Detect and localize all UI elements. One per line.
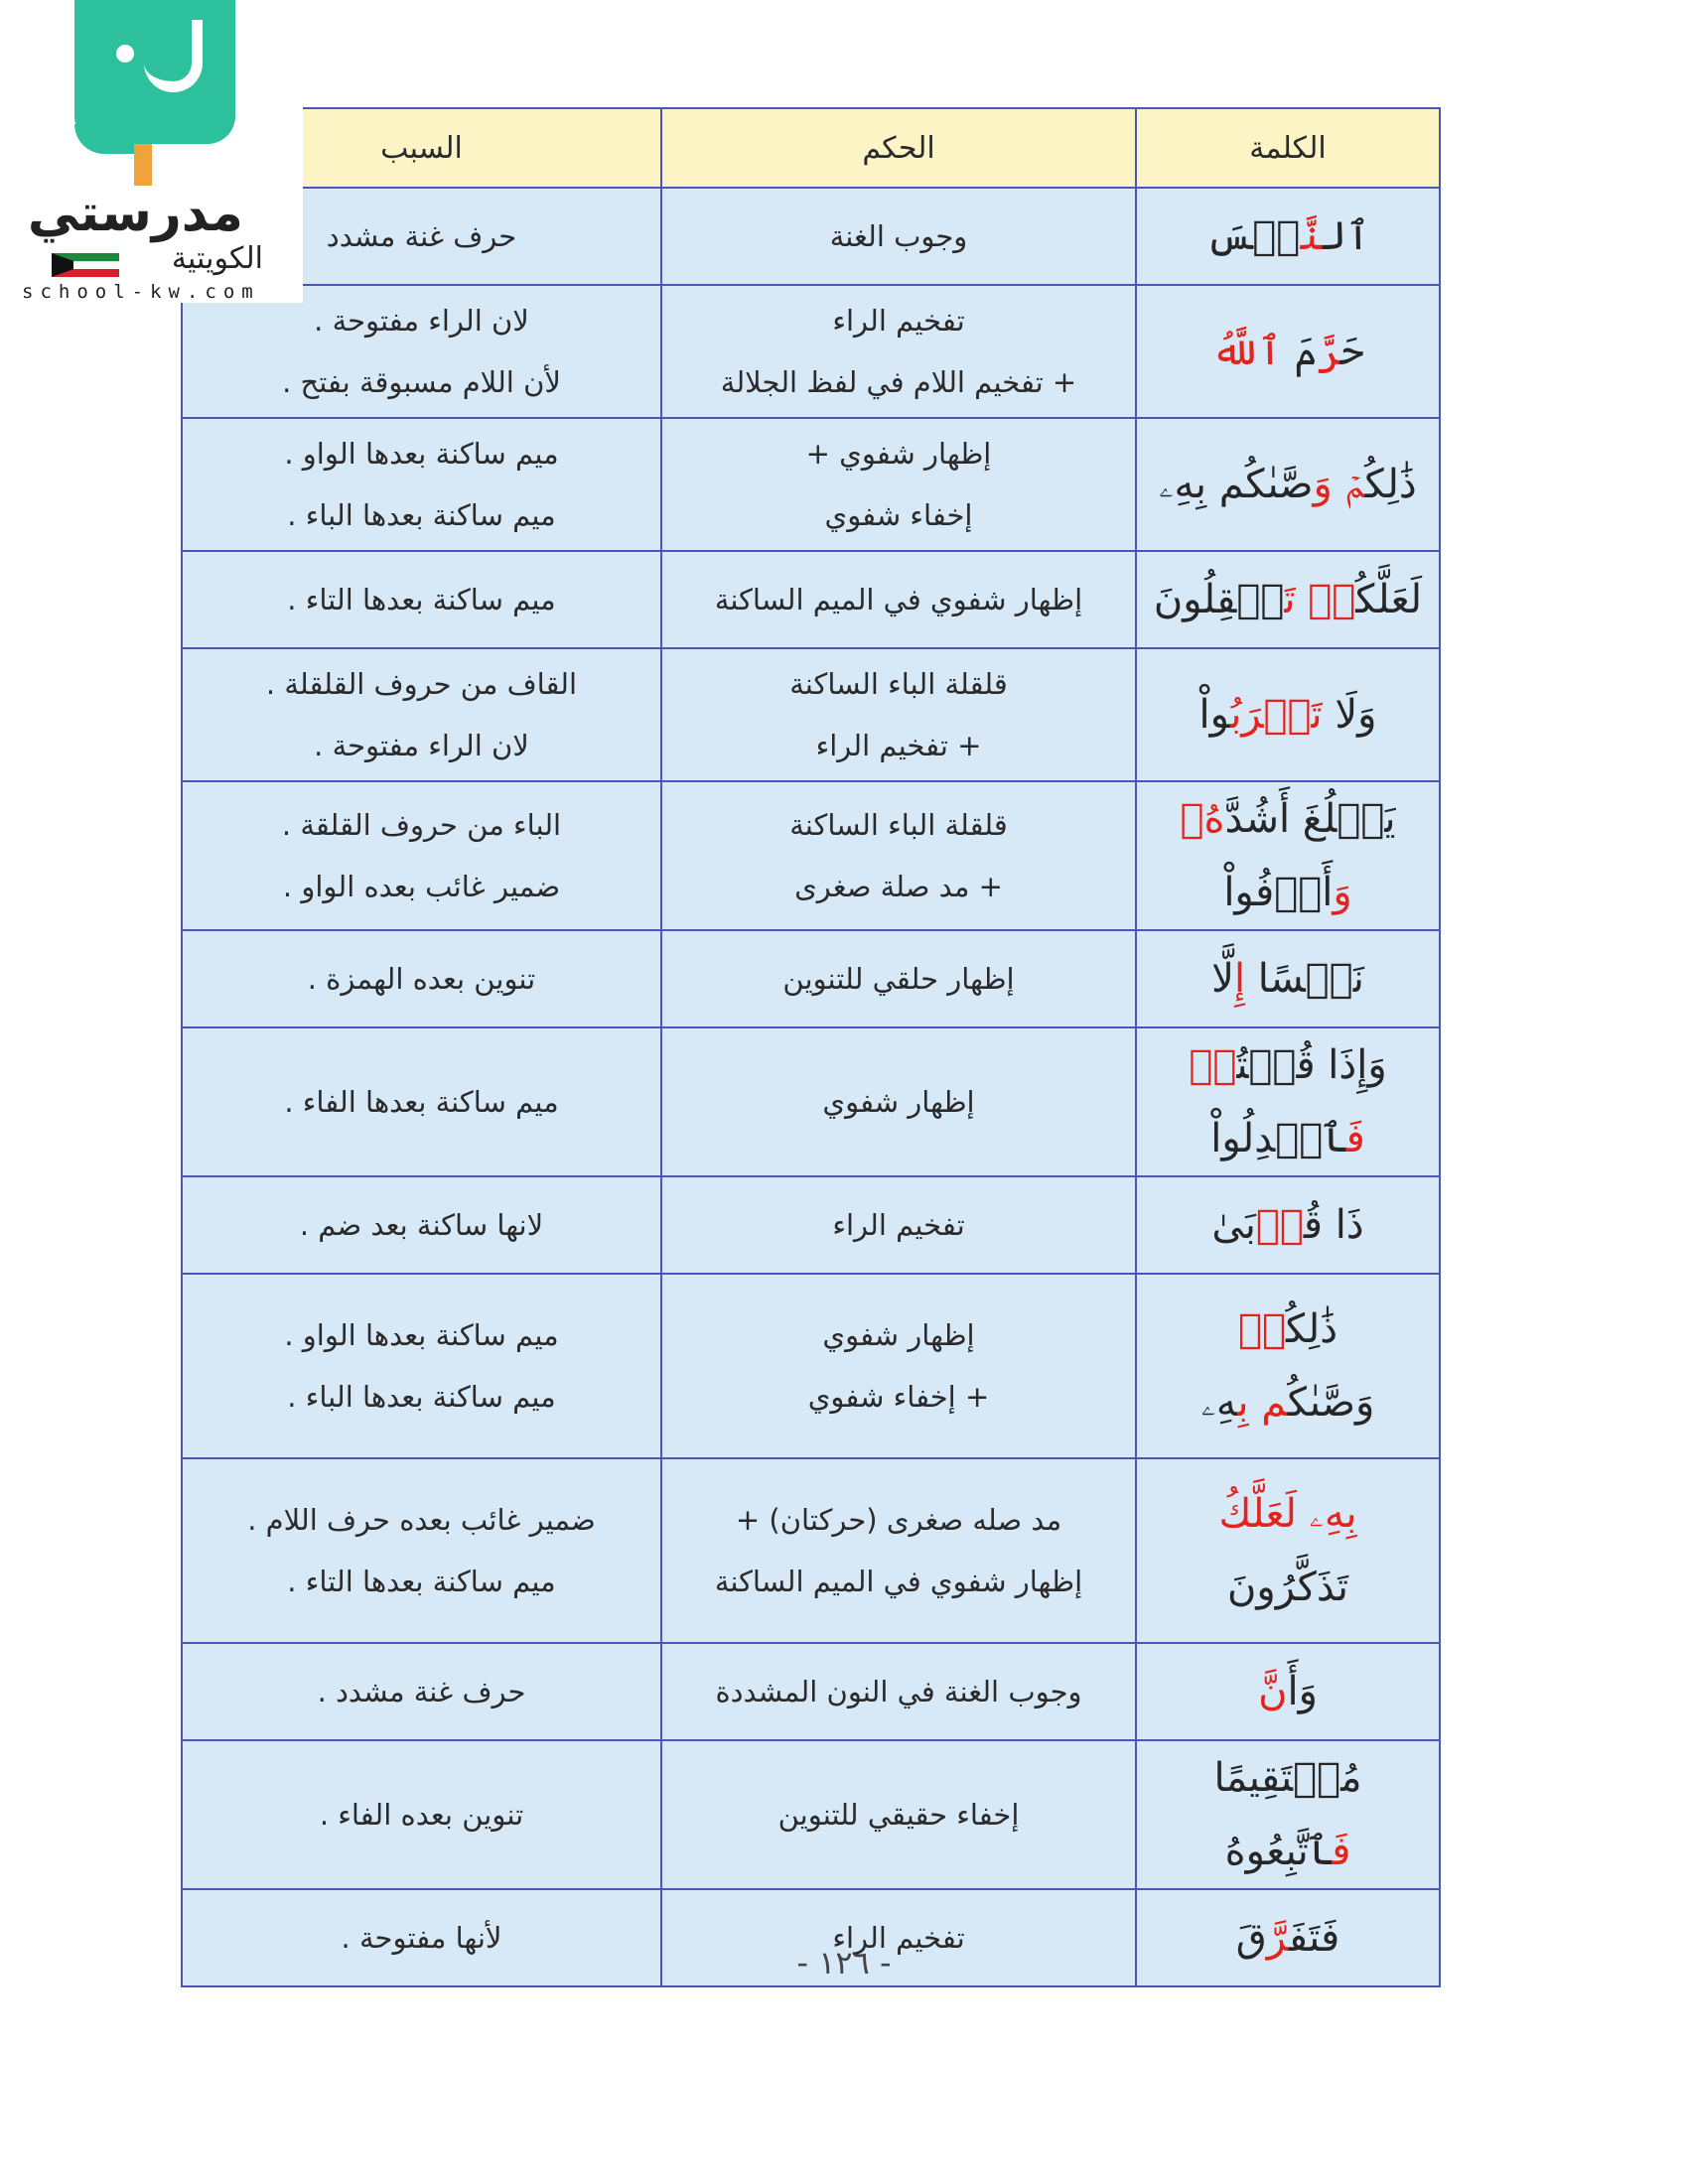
highlighted-segment: مۡ فَ — [1189, 1042, 1365, 1161]
reason-line: لأنها مفتوحة . — [341, 1921, 502, 1955]
ruling-cell — [661, 648, 1136, 781]
word-cell — [1136, 1274, 1440, 1458]
logo-book-icon — [74, 0, 235, 144]
highlighted-segment: مۡ تَ — [1284, 577, 1356, 622]
word-segment: فَتَفَ — [1288, 1915, 1340, 1961]
ruling-cell — [661, 1458, 1136, 1643]
table-row — [182, 781, 1440, 930]
ruling-cell — [661, 188, 1136, 285]
table-row — [182, 1027, 1440, 1176]
reason-line: الباء من حروف القلقة . — [281, 808, 562, 842]
highlighted-segment: رَّ — [1317, 329, 1341, 374]
word-segment: لَعَلَّكُ — [1355, 577, 1423, 622]
ruling-line: تفخيم الراء — [832, 1208, 965, 1242]
ruling-cell — [661, 781, 1136, 930]
reason-line: ميم ساكنة بعدها الواو . — [284, 437, 559, 471]
word-segment: صَّىٰكُم بِهِۦ — [1159, 462, 1314, 507]
word-segment: ذَا قُ — [1303, 1202, 1364, 1248]
highlighted-segment: نَّ — [1258, 1669, 1288, 1714]
word-cell — [1136, 1643, 1440, 1740]
word-segment: ذَٰلِكُ — [1285, 1306, 1338, 1352]
word-cell — [1136, 1176, 1440, 1274]
ruling-line: إخفاء شفوي — [824, 498, 973, 532]
word-segment: فۡسَ — [1205, 213, 1301, 259]
reason-cell — [182, 930, 661, 1027]
reason-cell — [182, 648, 661, 781]
ruling-line: + تفخيم الراء — [815, 729, 982, 762]
ruling-line: تفخيم الراء — [832, 1921, 965, 1955]
kuwait-flag-icon — [52, 253, 119, 277]
table-row — [182, 648, 1440, 781]
word-cell — [1136, 1027, 1440, 1176]
ruling-cell — [661, 551, 1136, 648]
reason-line: ميم ساكنة بعدها الواو . — [284, 1318, 559, 1352]
highlighted-segment: رۡ — [1255, 1202, 1304, 1248]
page-number: - ١٢٦ - — [796, 1944, 892, 1981]
reason-line: ضمير غائب بعده الواو . — [282, 870, 561, 903]
header-word: الكلمة — [1136, 108, 1440, 188]
reason-cell — [182, 781, 661, 930]
reason-line: لأن اللام مسبوقة بفتح . — [282, 365, 561, 399]
word-segment: واْ — [1198, 692, 1231, 738]
ruling-line: إظهار شفوي في الميم الساكنة — [714, 583, 1083, 616]
word-segment: ٱعۡدِلُواْ — [1210, 1116, 1346, 1161]
logo-name: مدرستي — [27, 184, 243, 243]
word-cell — [1136, 648, 1440, 781]
ruling-line: قلقلة الباء الساكنة — [789, 667, 1008, 701]
word-segment: يَبۡلُغَ أَشُدَّ — [1224, 796, 1396, 842]
highlighted-segment: ٱللَّهُ — [1211, 329, 1282, 374]
reason-line: تنوين بعده الفاء . — [319, 1798, 524, 1832]
reason-cell — [182, 1740, 661, 1889]
word-segment: بَىٰ — [1211, 1202, 1256, 1248]
ruling-line: قلقلة الباء الساكنة — [789, 808, 1008, 842]
table-row — [182, 1643, 1440, 1740]
word-cell — [1136, 930, 1440, 1027]
reason-line: ضمير غائب بعده حرف اللام . — [247, 1503, 596, 1537]
word-segment: مَ — [1281, 329, 1318, 374]
ruling-line: إظهار شفوي — [822, 1318, 975, 1352]
reason-cell — [182, 1274, 661, 1458]
word-cell — [1136, 1458, 1440, 1643]
highlighted-segment: فَ — [1332, 1829, 1351, 1874]
reason-line: حرف غنة مشدد — [326, 219, 517, 253]
reason-line: حرف غنة مشدد . — [317, 1675, 526, 1708]
ruling-cell — [661, 930, 1136, 1027]
ruling-line: وجوب الغنة — [829, 219, 968, 253]
word-segment: نَفۡسًا — [1245, 956, 1364, 1002]
highlighted-segment: نَّ — [1300, 213, 1324, 259]
word-cell — [1136, 285, 1440, 418]
ruling-line: مد صله صغرى (حركتان) + — [735, 1503, 1062, 1537]
reason-line: ميم ساكنة بعدها الباء . — [287, 498, 556, 532]
table-body — [182, 188, 1440, 1986]
word-segment: تَذَكَّرُونَ — [1227, 1565, 1348, 1610]
table-row — [182, 1176, 1440, 1274]
ruling-cell — [661, 1176, 1136, 1274]
word-segment: ٱتَّبِعُوهُ — [1224, 1829, 1333, 1874]
word-segment: قَ — [1235, 1915, 1267, 1961]
reason-line: ميم ساكنة بعدها الباء . — [287, 1380, 556, 1414]
tajweed-table — [181, 107, 1441, 1987]
highlighted-segment: لَعَلَّكُ — [1218, 1491, 1297, 1537]
word-cell — [1136, 1740, 1440, 1889]
ruling-cell — [661, 1740, 1136, 1889]
reason-cell — [182, 1176, 661, 1274]
word-segment: لَّا — [1211, 956, 1234, 1002]
highlighted-segment: رَّ — [1266, 1915, 1289, 1961]
ruling-line: + إخفاء شفوي — [807, 1380, 990, 1414]
word-segment: أَوۡفُواْ — [1223, 870, 1334, 915]
word-cell — [1136, 551, 1440, 648]
ruling-line: إظهار شفوي + — [805, 437, 992, 471]
reason-cell — [182, 1643, 661, 1740]
word-segment: وَإِذَا قُلۡتُ — [1236, 1042, 1387, 1088]
word-segment: وَأَ — [1287, 1669, 1318, 1714]
reason-line: لانها ساكنة بعد ضم . — [299, 1208, 544, 1242]
reason-line: ميم ساكنة بعدها التاء . — [287, 583, 556, 616]
logo-subtitle: الكويتية — [171, 241, 263, 276]
word-segment: هِۦ — [1200, 1380, 1238, 1426]
reason-cell — [182, 551, 661, 648]
reason-cell — [182, 285, 661, 418]
ruling-line: إظهار حلقي للتنوين — [782, 962, 1015, 996]
highlighted-segment: بِهِۦ — [1296, 1491, 1357, 1537]
word-segment: مُسۡتَقِيمًا — [1213, 1755, 1362, 1801]
highlighted-segment: هُۥ وَ — [1180, 796, 1352, 915]
ruling-cell — [661, 418, 1136, 551]
reason-line: القاف من حروف القلقلة . — [265, 667, 578, 701]
table-row — [182, 418, 1440, 551]
logo-url: school-kw.com — [22, 281, 260, 303]
reason-line: ميم ساكنة بعدها الفاء . — [284, 1085, 559, 1119]
highlighted-segment: تَقۡرَبُ — [1230, 692, 1323, 738]
reason-cell — [182, 1458, 661, 1643]
reason-cell — [182, 418, 661, 551]
word-cell — [1136, 418, 1440, 551]
word-segment: حَ — [1340, 329, 1364, 374]
table-row — [182, 1458, 1440, 1643]
table-row — [182, 551, 1440, 648]
reason-line: تنوين بعده الهمزة . — [307, 962, 536, 996]
header-reason: السبب — [182, 108, 661, 188]
ruling-cell — [661, 1027, 1136, 1176]
word-segment: وَصَّىٰكُ — [1287, 1380, 1375, 1426]
ruling-cell — [661, 1643, 1136, 1740]
ruling-line: + تفخيم اللام في لفظ الجلالة — [720, 365, 1077, 399]
highlighted-segment: مۡ — [1237, 1306, 1286, 1352]
ruling-line: تفخيم الراء — [832, 304, 965, 338]
ruling-cell — [661, 1274, 1136, 1458]
reason-cell — [182, 1027, 661, 1176]
word-segment: ٱل — [1323, 213, 1370, 259]
word-segment: ذَٰلِكُ — [1364, 462, 1417, 507]
ruling-line: إظهار شفوي — [822, 1085, 975, 1119]
site-logo — [0, 0, 303, 303]
reason-line: لان الراء مفتوحة . — [314, 304, 529, 338]
table-row — [182, 188, 1440, 285]
word-segment: وَلَا — [1322, 692, 1377, 738]
word-cell — [1136, 188, 1440, 285]
reason-line: ميم ساكنة بعدها التاء . — [287, 1565, 556, 1598]
table-row — [182, 285, 1440, 418]
word-cell — [1136, 781, 1440, 930]
ruling-line: وجوب الغنة في النون المشددة — [715, 1675, 1082, 1708]
reason-line: لان الراء مفتوحة . — [314, 729, 529, 762]
highlighted-segment: م بِ — [1237, 1380, 1288, 1426]
highlighted-segment: إِ — [1233, 956, 1246, 1002]
ruling-cell — [661, 285, 1136, 418]
highlighted-segment: مۡ وَ — [1313, 462, 1365, 507]
header-ruling: الحكم — [661, 108, 1136, 188]
ruling-line: + مد صلة صغرى — [794, 870, 1003, 903]
ruling-line: إخفاء حقيقي للتنوين — [777, 1798, 1020, 1832]
word-segment: عۡقِلُونَ — [1153, 577, 1285, 622]
ruling-line: إظهار شفوي في الميم الساكنة — [714, 1565, 1083, 1598]
table-row — [182, 930, 1440, 1027]
table-row — [182, 1740, 1440, 1889]
table-header-row — [182, 108, 1440, 188]
table-row — [182, 1274, 1440, 1458]
